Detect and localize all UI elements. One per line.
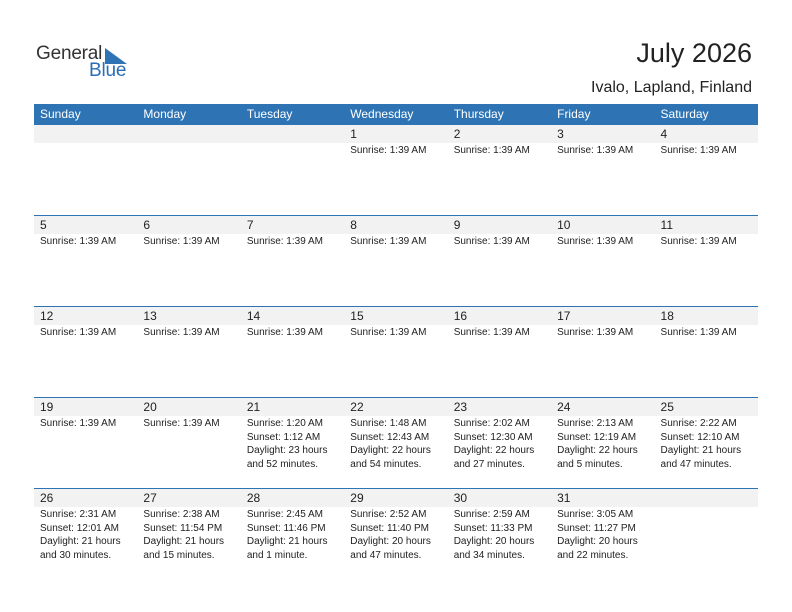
day-number: 28 [246,491,261,505]
day-info-row [34,416,758,471]
sun-info-line: Sunrise: 2:13 AM [557,418,634,429]
sun-info-line: Daylight: 21 hours [660,445,742,456]
weekday-header-row [34,104,758,125]
week-row [34,489,758,579]
day-number: 26 [40,491,54,505]
sun-info-line: Daylight: 22 hours [350,445,431,456]
day-info-row [34,507,758,562]
sun-info-line: Sunset: 11:40 PM [350,522,430,534]
sun-info-line: and 5 minutes. [557,458,623,470]
day-cell-info [448,507,551,562]
page-title: July 2026 [636,38,752,68]
sun-info-line: Sunset: 1:12 AM [246,431,321,443]
sun-info-line: Daylight: 22 hours [557,445,638,456]
sun-info-line: and 30 minutes. [40,549,112,561]
sun-info-line: Daylight: 20 hours [350,536,431,547]
sun-info-line: Sunrise: 1:39 AM [660,236,737,247]
week-row [34,216,758,306]
sun-info-line: Daylight: 20 hours [453,536,535,547]
day-cell-info [448,416,551,471]
day-number: 3 [557,127,564,141]
weekday-tuesday: Tuesday [246,107,293,121]
day-number: 12 [40,309,54,323]
day-cell-info [137,234,240,249]
day-number [34,125,137,143]
sun-info-line: and 34 minutes. [453,549,525,561]
location-subtitle: Ivalo, Lapland, Finland [591,79,752,96]
day-number: 23 [453,400,468,414]
sun-info-line: Daylight: 21 hours [246,536,328,547]
sun-info-line: Sunrise: 1:39 AM [350,236,427,247]
day-cell-info [34,234,137,249]
day-number: 30 [453,491,468,505]
sun-info-line: Sunrise: 1:39 AM [246,327,323,338]
sun-info-line: Sunset: 12:43 AM [350,431,430,443]
day-number: 1 [350,127,357,141]
weekday-monday: Monday [143,107,187,121]
day-number: 17 [557,309,571,323]
sun-info-line: Sunrise: 1:39 AM [660,145,737,156]
sun-info-line: Daylight: 21 hours [40,536,121,547]
day-cell-info [655,143,758,158]
sun-info-line: Sunrise: 3:05 AM [557,509,634,520]
day-cell-info [241,416,344,471]
day-cell-info [241,234,344,249]
sun-info-line: Sunrise: 1:39 AM [40,236,117,247]
day-cell-info [655,507,758,562]
sun-info-line: Daylight: 23 hours [246,445,328,456]
sun-info-line: Sunrise: 1:39 AM [40,327,117,338]
day-number: 29 [350,491,364,505]
day-number: 27 [143,491,157,505]
sun-info-line: Sunrise: 1:20 AM [246,418,323,429]
day-cell-info [241,143,344,158]
sun-info-line: Sunset: 11:27 PM [557,522,636,534]
day-cell-info [344,507,447,562]
day-cell-info [655,416,758,471]
day-cell-info [241,325,344,340]
day-cell-info [34,143,137,158]
day-number: 13 [143,309,157,323]
weekday-wednesday: Wednesday [350,107,414,121]
day-cell-info [551,143,654,158]
sun-info-line: Sunset: 12:19 AM [557,431,637,443]
sun-info-line: Sunrise: 1:39 AM [40,418,117,429]
calendar-grid [34,104,758,579]
day-number-row [34,398,758,416]
sun-info-line: Sunrise: 1:39 AM [557,145,634,156]
weekday-sunday: Sunday [40,107,81,121]
day-cell-info [448,234,551,249]
day-cell-info [344,234,447,249]
day-number-row [34,489,758,507]
day-cell-info [137,143,240,158]
sun-info-line: and 47 minutes. [350,549,422,561]
day-cell-info [448,143,551,158]
weeks-container [34,125,758,579]
sun-info-line: Sunrise: 1:39 AM [453,327,530,338]
sun-info-line: and 47 minutes. [660,458,732,470]
day-number: 2 [453,127,461,141]
day-number: 15 [350,309,364,323]
day-number: 22 [350,400,364,414]
sun-info-line: Daylight: 22 hours [453,445,535,456]
day-cell-info [344,416,447,471]
day-info-row [34,325,758,340]
sun-info-line: Sunrise: 1:48 AM [350,418,427,429]
day-number: 31 [557,491,571,505]
day-number: 7 [246,218,254,232]
day-number: 4 [660,127,668,141]
day-cell-info [551,234,654,249]
sun-info-line: Sunrise: 1:39 AM [660,327,737,338]
day-cell-info [137,325,240,340]
sun-info-line: Sunrise: 2:38 AM [143,509,220,520]
logo [36,43,156,83]
sun-info-line: Sunrise: 1:39 AM [453,236,530,247]
day-cell-info [34,416,137,471]
sun-info-line: Sunset: 11:54 PM [143,522,223,534]
day-number: 5 [40,218,47,232]
day-cell-info [344,325,447,340]
sun-info-line: and 15 minutes. [143,549,215,561]
day-number: 10 [557,218,571,232]
day-cell-info [448,325,551,340]
sun-info-line: and 52 minutes. [246,458,319,470]
sun-info-line: Sunrise: 1:39 AM [246,236,323,247]
day-cell-info [655,234,758,249]
day-number: 20 [143,400,157,414]
day-number: 16 [453,309,468,323]
day-number: 14 [246,309,261,323]
day-cell-info [34,507,137,562]
day-number [241,125,344,143]
sun-info-line: Sunrise: 2:31 AM [40,509,117,520]
day-number: 24 [557,400,571,414]
day-cell-info [551,325,654,340]
day-number: 9 [453,218,461,232]
sun-info-line: Sunrise: 2:22 AM [660,418,737,429]
weekday-saturday: Saturday [660,107,709,121]
sun-info-line: Sunrise: 1:39 AM [143,327,220,338]
week-row [34,307,758,397]
sun-info-line: Daylight: 21 hours [143,536,225,547]
day-number: 6 [143,218,151,232]
sun-info-line: Sunrise: 2:02 AM [453,418,530,429]
sun-info-line: and 22 minutes. [557,549,629,561]
day-info-row [34,143,758,158]
sun-info-line: Sunrise: 2:52 AM [350,509,427,520]
weekday-friday: Friday [557,107,591,121]
sun-info-line: Sunrise: 1:39 AM [453,145,530,156]
day-cell-info [655,325,758,340]
day-cell-info [551,507,654,562]
day-number-row [34,216,758,234]
sun-info-line: Sunrise: 1:39 AM [143,236,220,247]
day-cell-info [344,143,447,158]
sun-info-line: Sunset: 12:30 AM [453,431,533,443]
sun-info-line: Sunset: 12:10 AM [660,431,740,443]
day-number: 11 [660,218,673,232]
day-info-row [34,234,758,249]
logo-word-blue: Blue [89,60,127,81]
sun-info-line: Sunrise: 2:59 AM [453,509,530,520]
day-number-row [34,125,758,143]
day-number: 8 [350,218,357,232]
sun-info-line: and 27 minutes. [453,458,525,470]
sun-info-line: Sunrise: 1:39 AM [143,418,220,429]
sun-info-line: Sunrise: 1:39 AM [557,327,634,338]
day-cell-info [34,325,137,340]
day-number [655,489,758,507]
week-row [34,125,758,215]
day-number-row [34,307,758,325]
sun-info-line: and 1 minute. [246,549,308,561]
sun-info-line: Sunrise: 1:39 AM [350,145,427,156]
day-cell-info [137,507,240,562]
day-cell-info [137,416,240,471]
week-row [34,398,758,488]
day-number: 19 [40,400,54,414]
sun-info-line: Sunrise: 1:39 AM [557,236,634,247]
day-cell-info [551,416,654,471]
day-number: 21 [246,400,261,414]
day-cell-info [241,507,344,562]
sun-info-line: Sunset: 11:46 PM [246,522,326,534]
sun-info-line: Sunset: 11:33 PM [453,522,533,534]
sun-info-line: Sunrise: 2:45 AM [246,509,323,520]
sun-info-line: Daylight: 20 hours [557,536,638,547]
day-number: 25 [660,400,674,414]
logo-word-general: General [36,43,103,64]
sun-info-line: Sunrise: 1:39 AM [350,327,427,338]
day-number: 18 [660,309,674,323]
sun-info-line: and 54 minutes. [350,458,422,470]
day-number [137,125,240,143]
sun-info-line: Sunset: 12:01 AM [40,522,119,534]
weekday-thursday: Thursday [453,107,504,121]
